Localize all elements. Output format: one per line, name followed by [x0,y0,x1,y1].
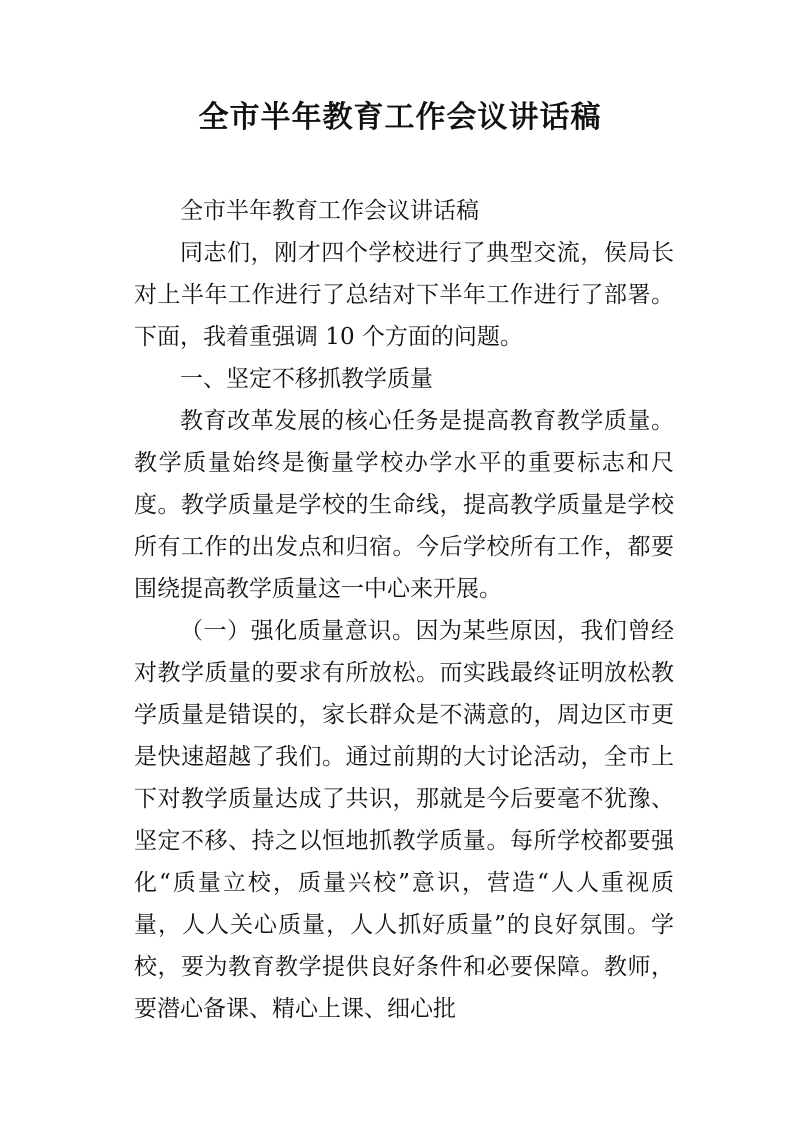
paragraph-quality-awareness: （一）强化质量意识。因为某些原因，我们曾经对教学质量的要求有所放松。而实践最终证明放松教学质量是错误的，家长群众是不满意的，周边区市更是快速超越了我们。通过前期的大讨论活动，全市上下对教学质量达成了共识，那就是今后要毫不犹豫、坚定不移、持之以恒地抓教学质量。每所学校都要强化“质量立校，质量兴校”意识，营造“人人重视质量，人人关心质量，人人抓好质量”的良好氛围。学校，要为教育教学提供良好条件和必要保障。教师，要潜心备课、精心上课、细心批 [134,618,674,1022]
body-subtitle: 全市半年教育工作会议讲话稿 [180,198,479,224]
paragraph-opening: 同志们，刚才四个学校进行了典型交流，侯局长对上半年工作进行了总结对下半年工作进行了部署。下面，我着重强调 10 个方面的问题。 [134,240,674,350]
document-body [134,190,674,1030]
paragraph-core-task: 教育改革发展的核心任务是提高教育教学质量。教学质量始终是衡量学校办学水平的重要标志和尺度。教学质量是学校的生命线，提高教学质量是学校所有工作的出发点和归宿。今后学校所有工作，都要围绕提高教学质量这一中心来开展。 [134,408,674,602]
section-heading-1: 一、坚定不移抓教学质量 [180,366,433,392]
document-title: 全市半年教育工作会议讲话稿 [198,100,602,135]
